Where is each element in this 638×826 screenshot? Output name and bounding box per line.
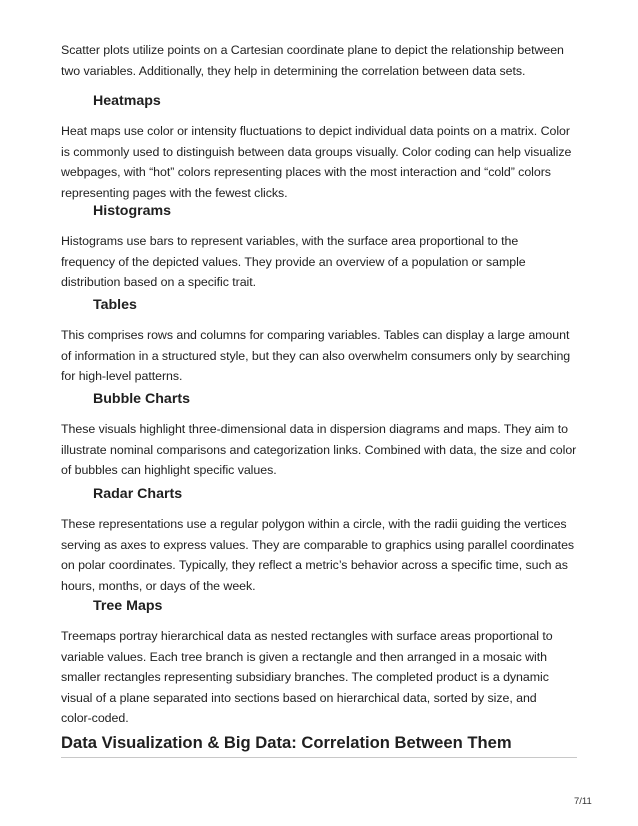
heading-heatmaps: Heatmaps bbox=[93, 93, 161, 109]
heading-tables: Tables bbox=[93, 297, 137, 313]
heading-bubble-charts: Bubble Charts bbox=[93, 391, 190, 407]
paragraph-histograms: Histograms use bars to represent variables, with the surface area proportional to the frequency of the depicted values. They provide an overview of a population or sample distribution based on a specific trait. bbox=[61, 234, 526, 289]
paragraph-tables: This comprises rows and columns for comparing variables. Tables can display a large amount of information in a structured style, but they can also overwhelm consumers only by searching for high-level patterns. bbox=[61, 328, 571, 383]
section-title: Data Visualization & Big Data: Correlation Between Them bbox=[61, 733, 512, 752]
section-divider bbox=[61, 757, 577, 758]
intro-paragraph: Scatter plots utilize points on a Cartesian coordinate plane to depict the relationship between two variables. Additionally, they help in determining the correlation between data sets. bbox=[61, 43, 564, 78]
heading-histograms: Histograms bbox=[93, 203, 172, 219]
page-number: 7/11 bbox=[574, 796, 592, 807]
paragraph-radar-charts: These representations use a regular polygon within a circle, with the radii guiding the vertices serving as axes to express values. They are comparable to graphics using parallel coordinates on polar coordinates. Typically, they reflect a metric’s behavior across a specific time, such as hours, months, or days of the week. bbox=[61, 517, 575, 593]
heading-radar-charts: Radar Charts bbox=[93, 486, 183, 502]
paragraph-heatmaps: Heat maps use color or intensity fluctuations to depict individual data points on a matrix. Color is commonly used to distinguish between data groups visually. Color coding can help visualize webpages, with “hot” colors representing places with the most interaction and “cold” colors representing pages with the fewest clicks. bbox=[61, 124, 572, 200]
paragraph-bubble-charts: These visuals highlight three-dimensional data in dispersion diagrams and maps. They aim to illustrate nominal comparisons and categorization links. Combined with data, the size and color of bubbles can highlight specific values. bbox=[61, 422, 577, 477]
paragraph-tree-maps: Treemaps portray hierarchical data as nested rectangles with surface areas proportional to variable values. Each tree branch is given a rectangle and then arranged in a mosaic with smaller rectangles representing subsidiary branches. The completed product is a dynamic visual of a plane separated into sections based on hierarchical data, sorted by size, and color-coded. bbox=[61, 629, 553, 725]
heading-tree-maps: Tree Maps bbox=[93, 598, 163, 614]
